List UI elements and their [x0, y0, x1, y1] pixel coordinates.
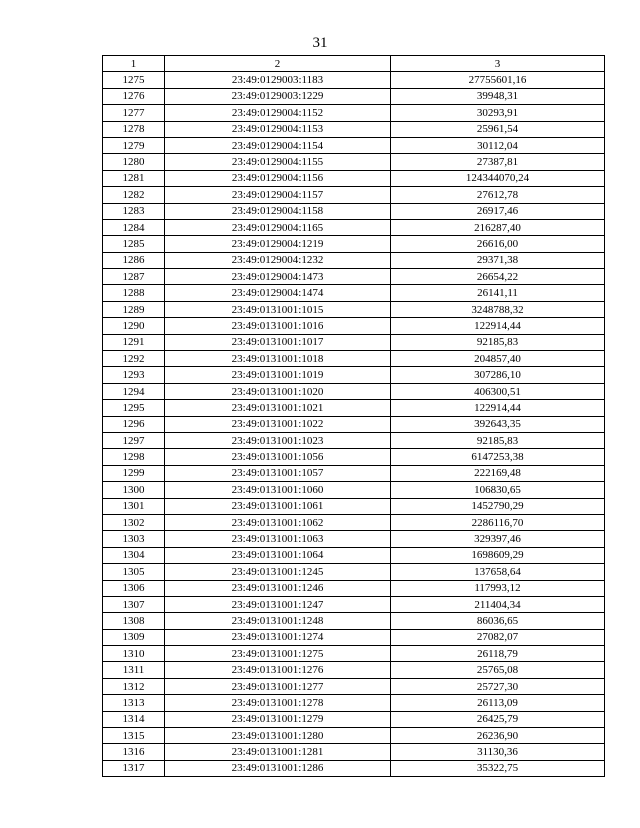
table-row	[103, 137, 605, 153]
cadastral-number-cell: 23:49:0131001:1246	[165, 580, 391, 596]
header-row	[103, 56, 605, 72]
table-row	[103, 219, 605, 235]
table-body	[103, 72, 605, 777]
value-cell: 26236,90	[391, 728, 605, 744]
row-number-cell: 1275	[103, 72, 165, 88]
cadastral-number-cell: 23:49:0129004:1473	[165, 269, 391, 285]
value-cell: 406300,51	[391, 383, 605, 399]
row-number-cell: 1291	[103, 334, 165, 350]
table-row	[103, 728, 605, 744]
table-row	[103, 613, 605, 629]
cadastral-number-cell: 23:49:0129004:1232	[165, 252, 391, 268]
table-row	[103, 695, 605, 711]
row-number-cell: 1298	[103, 449, 165, 465]
table-row	[103, 351, 605, 367]
row-number-cell: 1280	[103, 154, 165, 170]
row-number-cell: 1304	[103, 547, 165, 563]
value-cell: 3248788,32	[391, 301, 605, 317]
value-cell: 31130,36	[391, 744, 605, 760]
column-header-cadastral: 2	[165, 56, 391, 72]
value-cell: 2286116,70	[391, 514, 605, 530]
row-number-cell: 1288	[103, 285, 165, 301]
cadastral-number-cell: 23:49:0129003:1229	[165, 88, 391, 104]
value-cell: 117993,12	[391, 580, 605, 596]
table-row	[103, 711, 605, 727]
table-row	[103, 301, 605, 317]
table-row	[103, 449, 605, 465]
value-cell: 25765,08	[391, 662, 605, 678]
cadastral-number-cell: 23:49:0129004:1474	[165, 285, 391, 301]
row-number-cell: 1282	[103, 187, 165, 203]
cadastral-number-cell: 23:49:0131001:1017	[165, 334, 391, 350]
table-row	[103, 629, 605, 645]
cadastral-number-cell: 23:49:0131001:1279	[165, 711, 391, 727]
value-cell: 137658,64	[391, 564, 605, 580]
cadastral-number-cell: 23:49:0129004:1219	[165, 236, 391, 252]
table-row	[103, 285, 605, 301]
row-number-cell: 1290	[103, 318, 165, 334]
cadastral-number-cell: 23:49:0129004:1152	[165, 105, 391, 121]
cadastral-number-cell: 23:49:0129004:1153	[165, 121, 391, 137]
value-cell: 27755601,16	[391, 72, 605, 88]
value-cell: 92185,83	[391, 334, 605, 350]
row-number-cell: 1309	[103, 629, 165, 645]
value-cell: 122914,44	[391, 318, 605, 334]
cadastral-number-cell: 23:49:0129004:1156	[165, 170, 391, 186]
value-cell: 307286,10	[391, 367, 605, 383]
table-row	[103, 498, 605, 514]
row-number-cell: 1293	[103, 367, 165, 383]
data-table	[102, 55, 605, 777]
value-cell: 26141,11	[391, 285, 605, 301]
cadastral-number-cell: 23:49:0129004:1158	[165, 203, 391, 219]
value-cell: 26616,00	[391, 236, 605, 252]
table-row	[103, 170, 605, 186]
cadastral-number-cell: 23:49:0131001:1276	[165, 662, 391, 678]
cadastral-number-cell: 23:49:0131001:1057	[165, 465, 391, 481]
value-cell: 30293,91	[391, 105, 605, 121]
table-row	[103, 105, 605, 121]
row-number-cell: 1281	[103, 170, 165, 186]
cadastral-number-cell: 23:49:0129004:1155	[165, 154, 391, 170]
row-number-cell: 1315	[103, 728, 165, 744]
table-row	[103, 580, 605, 596]
value-cell: 27082,07	[391, 629, 605, 645]
value-cell: 92185,83	[391, 432, 605, 448]
row-number-cell: 1284	[103, 219, 165, 235]
value-cell: 39948,31	[391, 88, 605, 104]
table-row	[103, 564, 605, 580]
cadastral-number-cell: 23:49:0131001:1275	[165, 646, 391, 662]
value-cell: 26654,22	[391, 269, 605, 285]
row-number-cell: 1292	[103, 351, 165, 367]
row-number-cell: 1306	[103, 580, 165, 596]
row-number-cell: 1303	[103, 531, 165, 547]
cadastral-number-cell: 23:49:0131001:1015	[165, 301, 391, 317]
value-cell: 27387,81	[391, 154, 605, 170]
cadastral-number-cell: 23:49:0131001:1063	[165, 531, 391, 547]
value-cell: 25961,54	[391, 121, 605, 137]
cadastral-number-cell: 23:49:0129004:1157	[165, 187, 391, 203]
cadastral-number-cell: 23:49:0131001:1022	[165, 416, 391, 432]
row-number-cell: 1278	[103, 121, 165, 137]
table-row	[103, 662, 605, 678]
row-number-cell: 1317	[103, 760, 165, 776]
table-row	[103, 203, 605, 219]
value-cell: 329397,46	[391, 531, 605, 547]
value-cell: 86036,65	[391, 613, 605, 629]
row-number-cell: 1287	[103, 269, 165, 285]
cadastral-number-cell: 23:49:0129004:1165	[165, 219, 391, 235]
cadastral-number-cell: 23:49:0131001:1281	[165, 744, 391, 760]
value-cell: 6147253,38	[391, 449, 605, 465]
value-cell: 124344070,24	[391, 170, 605, 186]
table-row	[103, 334, 605, 350]
cadastral-number-cell: 23:49:0129003:1183	[165, 72, 391, 88]
row-number-cell: 1299	[103, 465, 165, 481]
row-number-cell: 1308	[103, 613, 165, 629]
cadastral-number-cell: 23:49:0131001:1278	[165, 695, 391, 711]
cadastral-number-cell: 23:49:0129004:1154	[165, 137, 391, 153]
value-cell: 26425,79	[391, 711, 605, 727]
value-cell: 26917,46	[391, 203, 605, 219]
value-cell: 392643,35	[391, 416, 605, 432]
cadastral-number-cell: 23:49:0131001:1247	[165, 596, 391, 612]
table-row	[103, 318, 605, 334]
cadastral-number-cell: 23:49:0131001:1020	[165, 383, 391, 399]
table-row	[103, 121, 605, 137]
value-cell: 35322,75	[391, 760, 605, 776]
row-number-cell: 1286	[103, 252, 165, 268]
table-row	[103, 367, 605, 383]
cadastral-number-cell: 23:49:0131001:1064	[165, 547, 391, 563]
cadastral-number-cell: 23:49:0131001:1023	[165, 432, 391, 448]
table-row	[103, 596, 605, 612]
row-number-cell: 1314	[103, 711, 165, 727]
cadastral-number-cell: 23:49:0131001:1019	[165, 367, 391, 383]
value-cell: 122914,44	[391, 400, 605, 416]
row-number-cell: 1311	[103, 662, 165, 678]
cadastral-number-cell: 23:49:0131001:1280	[165, 728, 391, 744]
table-row	[103, 744, 605, 760]
table-row	[103, 514, 605, 530]
cadastral-number-cell: 23:49:0131001:1021	[165, 400, 391, 416]
table-row	[103, 383, 605, 399]
row-number-cell: 1283	[103, 203, 165, 219]
cadastral-number-cell: 23:49:0131001:1248	[165, 613, 391, 629]
table-row	[103, 547, 605, 563]
table-row	[103, 154, 605, 170]
column-header-value: 3	[391, 56, 605, 72]
row-number-cell: 1302	[103, 514, 165, 530]
row-number-cell: 1312	[103, 678, 165, 694]
cadastral-number-cell: 23:49:0131001:1245	[165, 564, 391, 580]
column-header-number: 1	[103, 56, 165, 72]
row-number-cell: 1295	[103, 400, 165, 416]
table-row	[103, 531, 605, 547]
value-cell: 26118,79	[391, 646, 605, 662]
row-number-cell: 1277	[103, 105, 165, 121]
value-cell: 204857,40	[391, 351, 605, 367]
table-row	[103, 88, 605, 104]
cadastral-number-cell: 23:49:0131001:1061	[165, 498, 391, 514]
table-row	[103, 236, 605, 252]
table-row	[103, 400, 605, 416]
table-row	[103, 760, 605, 776]
cadastral-number-cell: 23:49:0131001:1062	[165, 514, 391, 530]
table-row	[103, 482, 605, 498]
value-cell: 29371,38	[391, 252, 605, 268]
value-cell: 1452790,29	[391, 498, 605, 514]
value-cell: 1698609,29	[391, 547, 605, 563]
table-row	[103, 646, 605, 662]
cadastral-number-cell: 23:49:0131001:1277	[165, 678, 391, 694]
cadastral-number-cell: 23:49:0131001:1286	[165, 760, 391, 776]
value-cell: 106830,65	[391, 482, 605, 498]
table-row	[103, 678, 605, 694]
row-number-cell: 1305	[103, 564, 165, 580]
table-row	[103, 269, 605, 285]
value-cell: 25727,30	[391, 678, 605, 694]
row-number-cell: 1301	[103, 498, 165, 514]
table-row	[103, 432, 605, 448]
row-number-cell: 1276	[103, 88, 165, 104]
cadastral-number-cell: 23:49:0131001:1060	[165, 482, 391, 498]
row-number-cell: 1316	[103, 744, 165, 760]
value-cell: 26113,09	[391, 695, 605, 711]
row-number-cell: 1296	[103, 416, 165, 432]
row-number-cell: 1300	[103, 482, 165, 498]
table-row	[103, 465, 605, 481]
row-number-cell: 1313	[103, 695, 165, 711]
row-number-cell: 1279	[103, 137, 165, 153]
row-number-cell: 1294	[103, 383, 165, 399]
value-cell: 216287,40	[391, 219, 605, 235]
cadastral-number-cell: 23:49:0131001:1274	[165, 629, 391, 645]
value-cell: 27612,78	[391, 187, 605, 203]
row-number-cell: 1285	[103, 236, 165, 252]
table-row	[103, 187, 605, 203]
value-cell: 30112,04	[391, 137, 605, 153]
row-number-cell: 1310	[103, 646, 165, 662]
row-number-cell: 1307	[103, 596, 165, 612]
page-number: 31	[312, 35, 328, 51]
table-header	[103, 56, 605, 72]
cadastral-number-cell: 23:49:0131001:1056	[165, 449, 391, 465]
value-cell: 222169,48	[391, 465, 605, 481]
cadastral-number-cell: 23:49:0131001:1016	[165, 318, 391, 334]
row-number-cell: 1289	[103, 301, 165, 317]
value-cell: 211404,34	[391, 596, 605, 612]
table-row	[103, 252, 605, 268]
table-row	[103, 416, 605, 432]
table-row	[103, 72, 605, 88]
cadastral-number-cell: 23:49:0131001:1018	[165, 351, 391, 367]
row-number-cell: 1297	[103, 432, 165, 448]
